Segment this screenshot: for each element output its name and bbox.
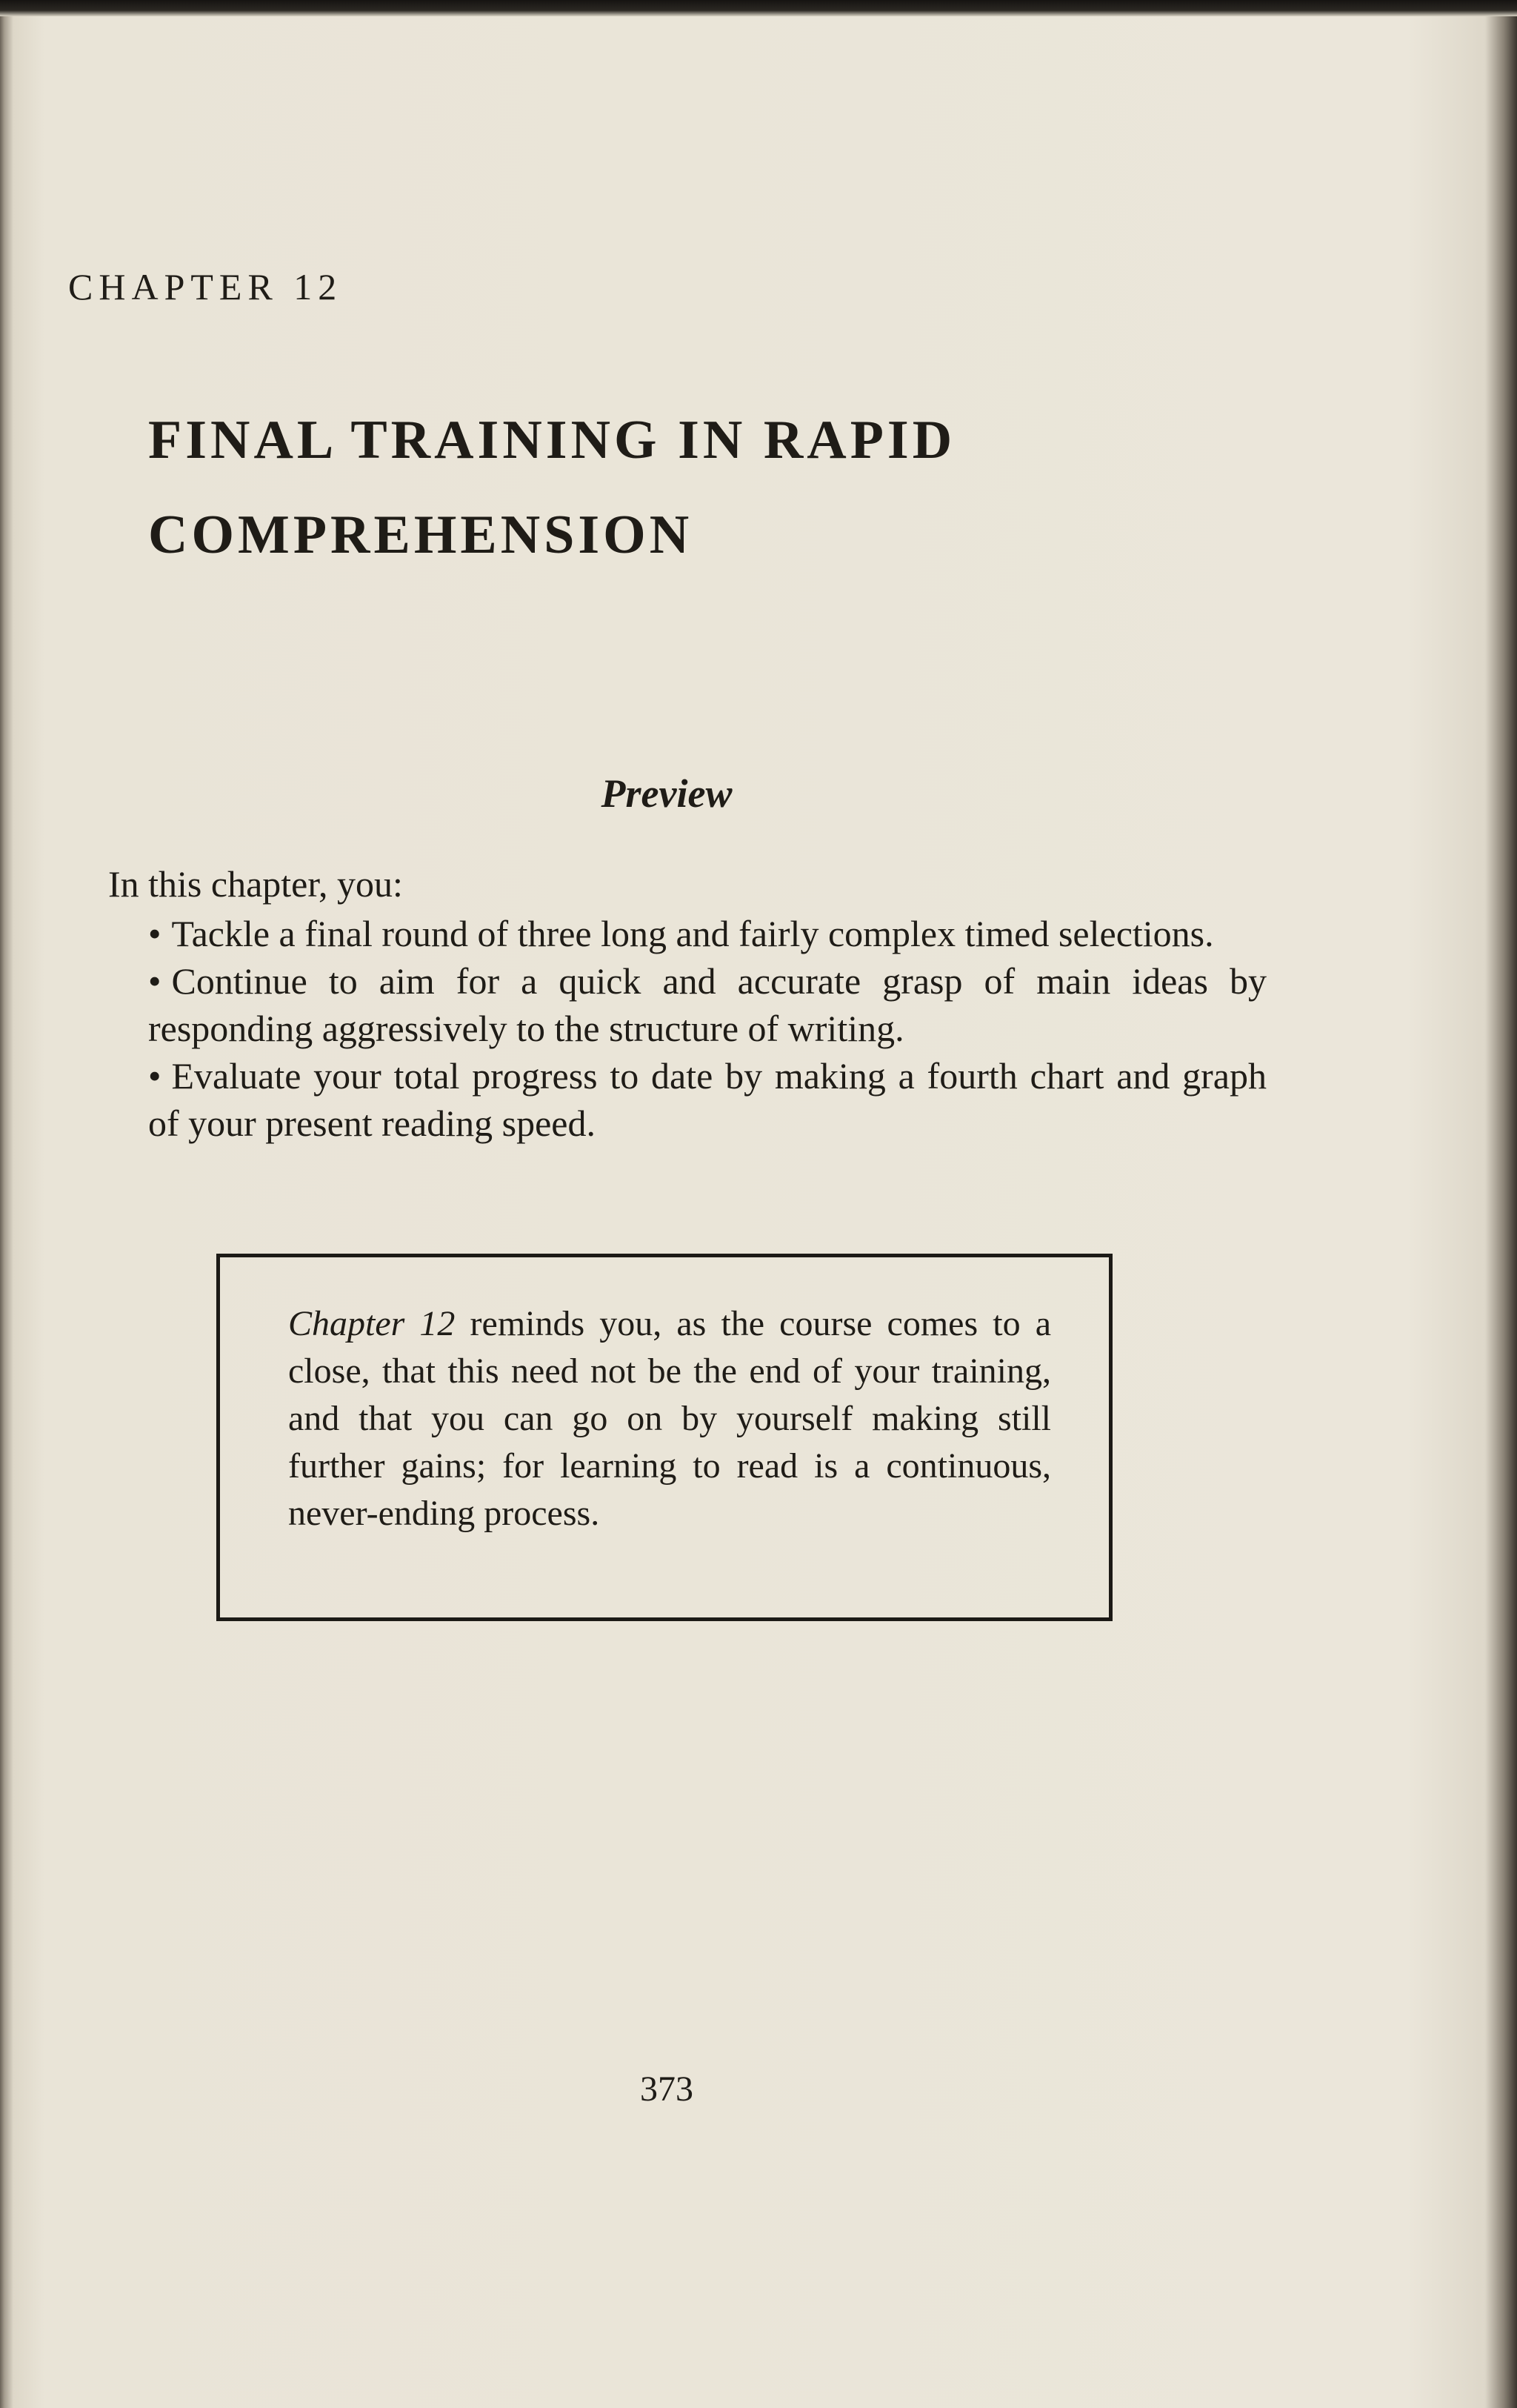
- chapter-title-line-1: FINAL TRAINING IN RAPID: [148, 410, 956, 470]
- preview-bullet-item: [148, 1052, 1267, 1147]
- bullet-icon: •: [148, 1055, 161, 1097]
- preview-bullet-item: [148, 957, 1267, 1052]
- chapter-title-line-2: COMPREHENSION: [148, 505, 693, 565]
- bullet-icon: •: [148, 960, 161, 1002]
- preview-heading: Preview: [601, 771, 733, 816]
- preview-bullet-list: [148, 910, 1267, 1147]
- chapter-note-body: reminds you, as the course comes to a close, that this need not be the end of your training, and that you can go on by yourself making still further gains; for learning to read is a continuous, never-ending process.: [288, 1304, 1051, 1533]
- page-top-edge: [0, 0, 1517, 16]
- chapter-label: CHAPTER 12: [68, 266, 343, 307]
- preview-bullet-text: Evaluate your total progress to date by making a fourth chart and graph of your present reading speed.: [148, 1055, 1267, 1144]
- preview-bullet-text: Tackle a final round of three long and fairly complex timed selections.: [171, 913, 1214, 954]
- chapter-note-lead: Chapter 12: [288, 1304, 456, 1343]
- preview-intro: In this chapter, you:: [108, 863, 403, 905]
- page-number: 373: [640, 2069, 693, 2109]
- bullet-icon: •: [148, 913, 161, 954]
- chapter-note-text: [288, 1300, 1051, 1537]
- preview-bullet-item: [148, 910, 1267, 957]
- preview-bullet-text: Continue to aim for a quick and accurate grasp of main ideas by responding aggressively to the structure of writing.: [148, 960, 1267, 1049]
- chapter-note-box: [216, 1254, 1113, 1621]
- chapter-title: [148, 393, 956, 582]
